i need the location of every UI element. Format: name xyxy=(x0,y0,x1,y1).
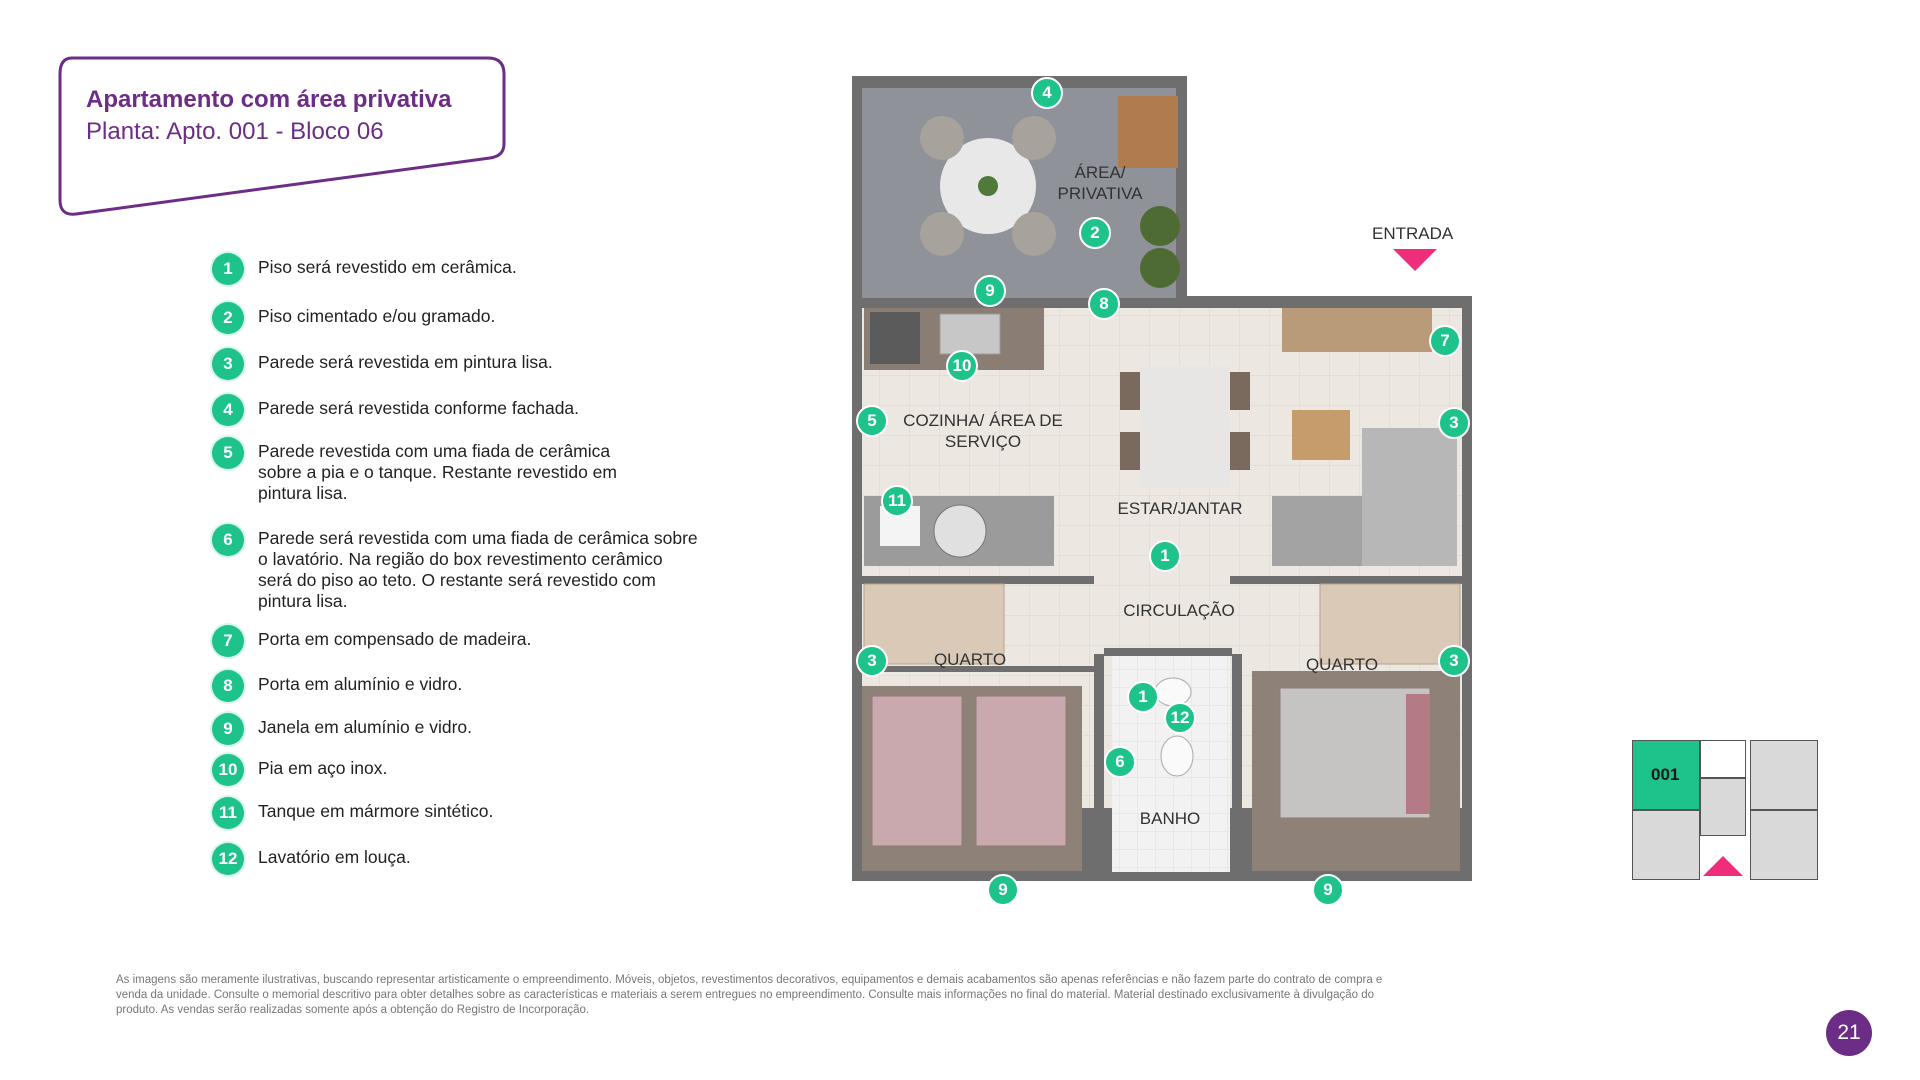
locator-cell xyxy=(1700,778,1746,836)
locator-unit-label: 001 xyxy=(1651,765,1680,784)
plan-marker: 5 xyxy=(856,405,888,437)
plan-marker: 3 xyxy=(1438,645,1470,677)
plan-marker: 6 xyxy=(1104,746,1136,778)
legend-item xyxy=(212,713,698,745)
legend-text: Parede será revestida em pintura lisa. xyxy=(258,352,553,372)
legend-number-badge: 7 xyxy=(212,625,244,657)
plan-marker: 1 xyxy=(1127,681,1159,713)
legend-text: Lavatório em louça. xyxy=(258,847,411,867)
legend-item xyxy=(212,302,698,334)
plan-marker: 2 xyxy=(1079,217,1111,249)
floor-plan-drawing xyxy=(850,76,1490,906)
page-title: Apartamento com área privativa xyxy=(86,86,452,113)
legend-number-badge: 11 xyxy=(212,797,244,829)
legend-item xyxy=(212,797,698,829)
plan-marker: 3 xyxy=(1438,407,1470,439)
legend-item xyxy=(212,670,698,702)
legend-text: Piso será revestido em cerâmica. xyxy=(258,257,517,277)
page-subtitle: Planta: Apto. 001 - Bloco 06 xyxy=(86,118,384,145)
room-label-estar-jantar: ESTAR/JANTAR xyxy=(1117,499,1243,518)
entrada-arrow-icon xyxy=(1393,249,1437,271)
plan-marker: 1 xyxy=(1149,540,1181,572)
legend-number-badge: 1 xyxy=(212,253,244,285)
room-label-area-privativa: ÁREA/ PRIVATIVA xyxy=(1057,163,1143,203)
legend-number-badge: 8 xyxy=(212,670,244,702)
legend-item xyxy=(212,394,698,426)
legend-number-badge: 6 xyxy=(212,524,244,556)
locator-cell xyxy=(1632,810,1700,880)
legend-number-badge: 12 xyxy=(212,843,244,875)
plan-marker: 8 xyxy=(1088,288,1120,320)
legend-text: Parede revestida com uma fiada de cerâmica sobre a pia e o tanque. Restante revestido em pintura lisa. xyxy=(258,441,617,503)
plan-marker: 9 xyxy=(987,874,1019,906)
legend-number-badge: 2 xyxy=(212,302,244,334)
floor-plan xyxy=(850,76,1490,906)
plan-marker: 9 xyxy=(1312,874,1344,906)
legend-number-badge: 9 xyxy=(212,713,244,745)
title-card xyxy=(58,56,506,218)
legend-text: Piso cimentado e/ou gramado. xyxy=(258,306,496,326)
room-label-cozinha: COZINHA/ ÁREA DE SERVIÇO xyxy=(903,411,1063,451)
legend-text: Tanque em mármore sintético. xyxy=(258,801,494,821)
page-number: 21 xyxy=(1826,1010,1872,1056)
legend-item xyxy=(212,348,698,380)
legend-number-badge: 3 xyxy=(212,348,244,380)
legend-item xyxy=(212,754,698,786)
locator-cell xyxy=(1750,740,1818,810)
legend-item xyxy=(212,843,698,875)
legend-text: Parede será revestida conforme fachada. xyxy=(258,398,580,418)
legend-text: Pia em aço inox. xyxy=(258,758,388,778)
room-label-banho: BANHO xyxy=(1139,809,1201,828)
disclaimer: As imagens são meramente ilustrativas, buscando representar artisticamente o empreendimento. Móveis, objetos, revestimentos decorativos, equipamentos e demais acabamentos são apenas referências e não fazem parte do contrato de compra e venda da unidade. Consulte o memorial descritivo para obter detalhes sobre as características e materiais a serem entregues no empreendimento. Consulte mais informações no final do material. Material destinado exclusivamente à divulgação do produto. As vendas serão realizadas somente após a obtenção do Registro de Incorporação. xyxy=(116,974,1383,1016)
plan-marker: 3 xyxy=(856,645,888,677)
room-label-quarto-1: QUARTO xyxy=(933,650,1007,669)
legend-item xyxy=(212,524,698,612)
plan-marker: 4 xyxy=(1031,77,1063,109)
locator-cell xyxy=(1750,810,1818,880)
plan-marker: 11 xyxy=(881,485,913,517)
locator-arrow-icon xyxy=(1703,856,1743,876)
plan-marker: 9 xyxy=(974,275,1006,307)
legend-text: Porta em alumínio e vidro. xyxy=(258,674,463,694)
legend-item xyxy=(212,253,698,285)
locator-cell xyxy=(1700,740,1746,778)
plan-marker: 7 xyxy=(1429,325,1461,357)
room-label-circulacao: CIRCULAÇÃO xyxy=(1123,601,1235,620)
legend-text: Janela em alumínio e vidro. xyxy=(258,717,472,737)
plan-marker: 12 xyxy=(1164,702,1196,734)
plan-marker: 10 xyxy=(946,350,978,382)
legend-text: Parede será revestida com uma fiada de cerâmica sobre o lavatório. Na região do box revestimento cerâmico será do piso ao teto. O restante será revestido com pintura lisa. xyxy=(258,528,698,611)
legend-item xyxy=(212,437,658,504)
legend-item xyxy=(212,625,698,657)
block-locator xyxy=(1632,740,1818,880)
room-label-quarto-2: QUARTO xyxy=(1305,655,1379,674)
legend-number-badge: 4 xyxy=(212,394,244,426)
legend-number-badge: 5 xyxy=(212,437,244,469)
legend-number-badge: 10 xyxy=(212,754,244,786)
legend-text: Porta em compensado de madeira. xyxy=(258,629,532,649)
entrada-label: ENTRADA xyxy=(1372,224,1454,243)
